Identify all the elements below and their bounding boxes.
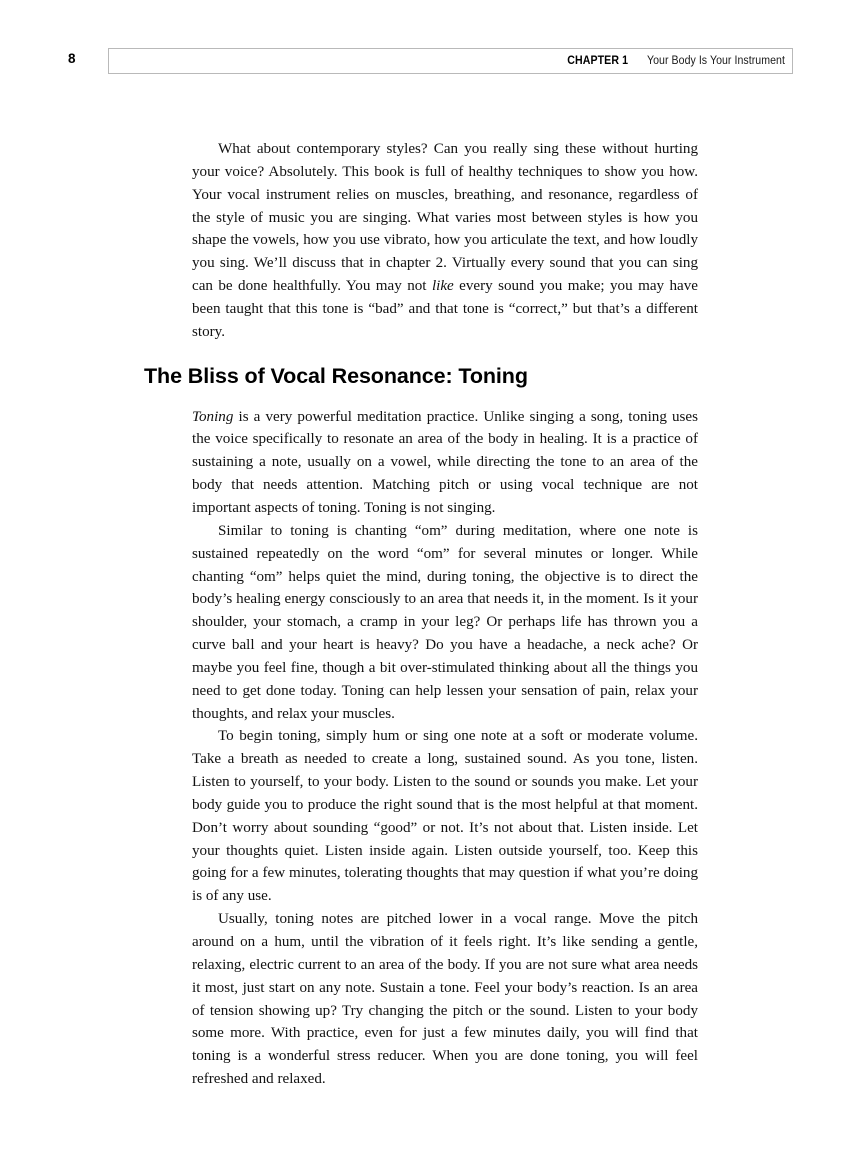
paragraph-begin-toning: To begin toning, simply hum or sing one note at a soft or moderate volume. Take a breath as needed to create a long, sustained sound. As you tone, listen. Listen to yourself, to your body. Listen to the sound or sounds you make. Let your body guide you to produce the right sound that is the most helpful at that moment. Don’t worry about sounding “good” or not. It’s not about that. Listen inside. Let your thoughts quiet. Listen inside again. Listen outside yourself, too. Keep this going for a few minutes, tolerating thoughts that may question if what you’re doing is of any use. [192,728,698,905]
emphasis-like: like [431,278,454,295]
paragraph-text-part-2: every sound you make; you may have been taught that this tone is “bad” and that tone is “correct,” but that’s a different story. [192,278,699,340]
text-column [144,138,699,1091]
running-head-chapter-title: Your Body Is Your Instrument [647,55,785,67]
running-head-box [108,48,793,74]
running-head [0,48,864,76]
paragraph-text-part-1: What about contemporary styles? Can you really sing these without hurting your voice? Absolutely. This book is full of healthy techniques to show you how. Your vocal instrument relies on muscles, breathing, and resonance, regardless of the style of music you are singing. What varies most between styles is how you shape the vowels, how you use vibrato, how you articulate the text, and how loudly you sing. We’ll discuss that in chapter 2. Virtually every sound that you can sing can be done healthfully. You may not [192,141,698,295]
paragraph-contemporary-styles [192,138,698,344]
section-heading-toning: The Bliss of Vocal Resonance: Toning [144,363,528,388]
page-number: 8 [68,51,76,66]
paragraph-toning-notes-pitch: Usually, toning notes are pitched lower in a vocal range. Move the pitch around on a hum, until the vibration of it feels right. It’s like sending a gentle, relaxing, electric current to an area of the body. If you are not sure what area needs it most, just start on any note. Sustain a tone. Feel your body’s reaction. Is an area of tension showing up? Try changing the pitch or the sound. Listen to your body some more. With practice, even for just a few minutes daily, you will find that toning is a wonderful stress reducer. When you are done toning, you will feel refreshed and relaxed. [192,911,698,1088]
paragraph-toning-definition [192,406,698,520]
paragraph-chanting-om: Similar to toning is chanting “om” during meditation, where one note is sustained repeatedly on the word “om” for several minutes or longer. While chanting “om” helps quiet the mind, during toning, the objective is to direct the body’s healing energy consciously to an area that needs it, in the moment. Is it your shoulder, your stomach, a cramp in your leg? Or perhaps life has thrown you a curve ball and your heart is heavy? Do you have a headache, a neck ache? Or maybe you feel fine, though a bit over-stimulated thinking about all the things you need to get done today. Toning can help lessen your sensation of pain, relax your thoughts, and relax your muscles. [192,522,698,722]
paragraph-toning-text: is a very powerful meditation practice. Unlike singing a song, toning uses the voice specifically to resonate an area of the body in healing. It is a practice of sustaining a note, usually on a vowel, while directing the tone to an area of the body that needs attention. Matching pitch or using vocal technique are not important aspects of toning. Toning is not singing. [192,408,698,516]
emphasis-toning: Toning [192,408,234,425]
running-head-chapter-label: CHAPTER 1 [567,55,629,67]
